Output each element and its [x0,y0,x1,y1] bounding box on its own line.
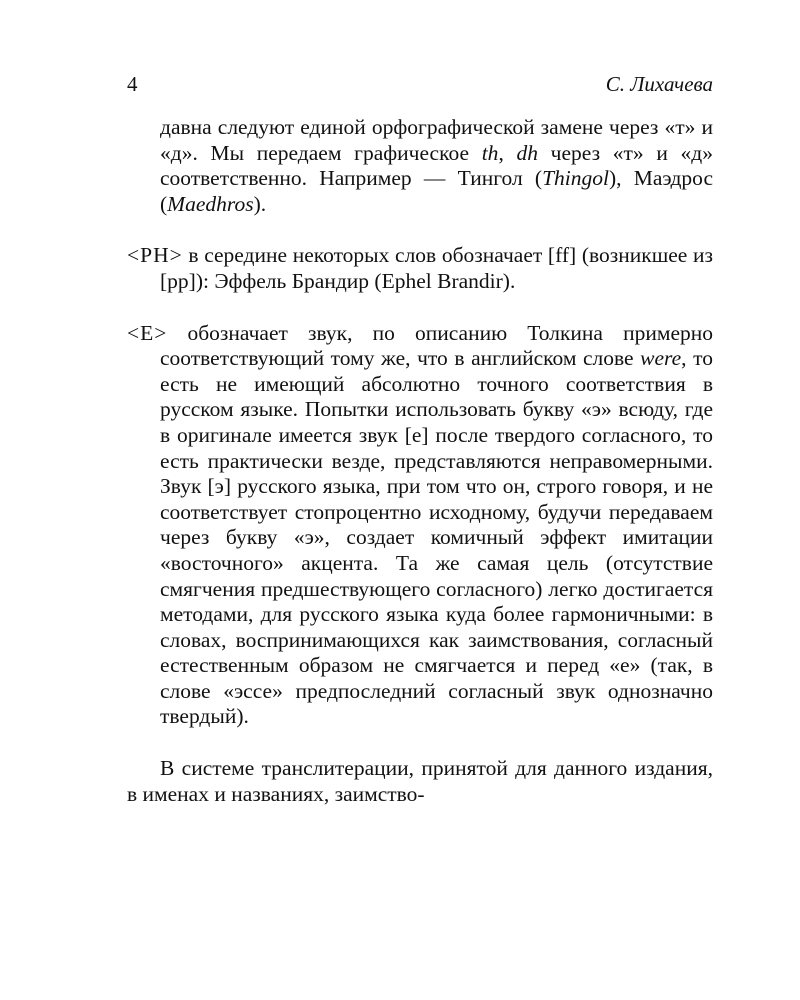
italic-name: Maedhros [167,191,254,216]
paragraph-gap [127,217,713,243]
paragraph-continuation [127,115,713,217]
paragraph-gap [127,295,713,321]
page-number: 4 [127,72,138,96]
letter-term: <PH> [127,243,183,268]
paragraph-transliteration [127,756,713,807]
running-head-author: С. Лихачева [605,72,713,96]
italic-term: th [481,140,499,165]
italic-name: Thingol [542,166,609,191]
paragraph-ph [127,243,713,294]
letter-term: <E> [127,320,168,345]
paragraph-text: обозначает звук, по описанию Толкина примерно соответствующий тому же, что в английском слове [160,320,713,371]
paragraph-text: в середине некоторых слов обозначает [ff] (возникшее из [pp]): Эффель Брандир (Ephel Brandir). [160,243,713,293]
paragraph-text: , [498,140,517,165]
page-header [127,72,713,100]
italic-term: dh [516,140,538,165]
italic-word: were [640,346,682,371]
paragraph-text: , то есть не имеющий абсолютно точного соответствия в русском языке. Попытки использовать букву «э» всюду, где в оригинале имеется звук [e] после твердого согласного, то есть практически везде, представляются неправомерными. Звук [э] русского языка, при том что он, строго говоря, и не соответствует стопроцентно исходному, будучи передаваем через букву «э», создает комичный эффект имитации «восточного» акцента. Та же самая цель (отсутствие смягчения предшествующего согласного) легко достигается методами, для русского языка куда более гармоничными: в словах, воспринимающихся как заимствования, согласный естественным образом не смягчается и перед «е» (так, в слове «эссе» предпоследний согласный звук однозначно твердый). [160,346,713,729]
paragraph-text: ). [253,191,267,216]
paragraph-text: ), Маэдрос ( [160,166,714,216]
paragraph-text: через «т» и «д» соответственно. Например — Тингол ( [160,140,713,191]
paragraph-e [127,321,713,731]
paragraph-gap [127,730,713,756]
paragraph-text: В системе транслитерации, принятой для данного издания, в именах и названиях, заимство- [127,756,713,806]
body-text [127,115,713,807]
paragraph-text: давна следуют единой орфографической замене через «т» и «д». Мы передаем графическое [160,115,713,165]
